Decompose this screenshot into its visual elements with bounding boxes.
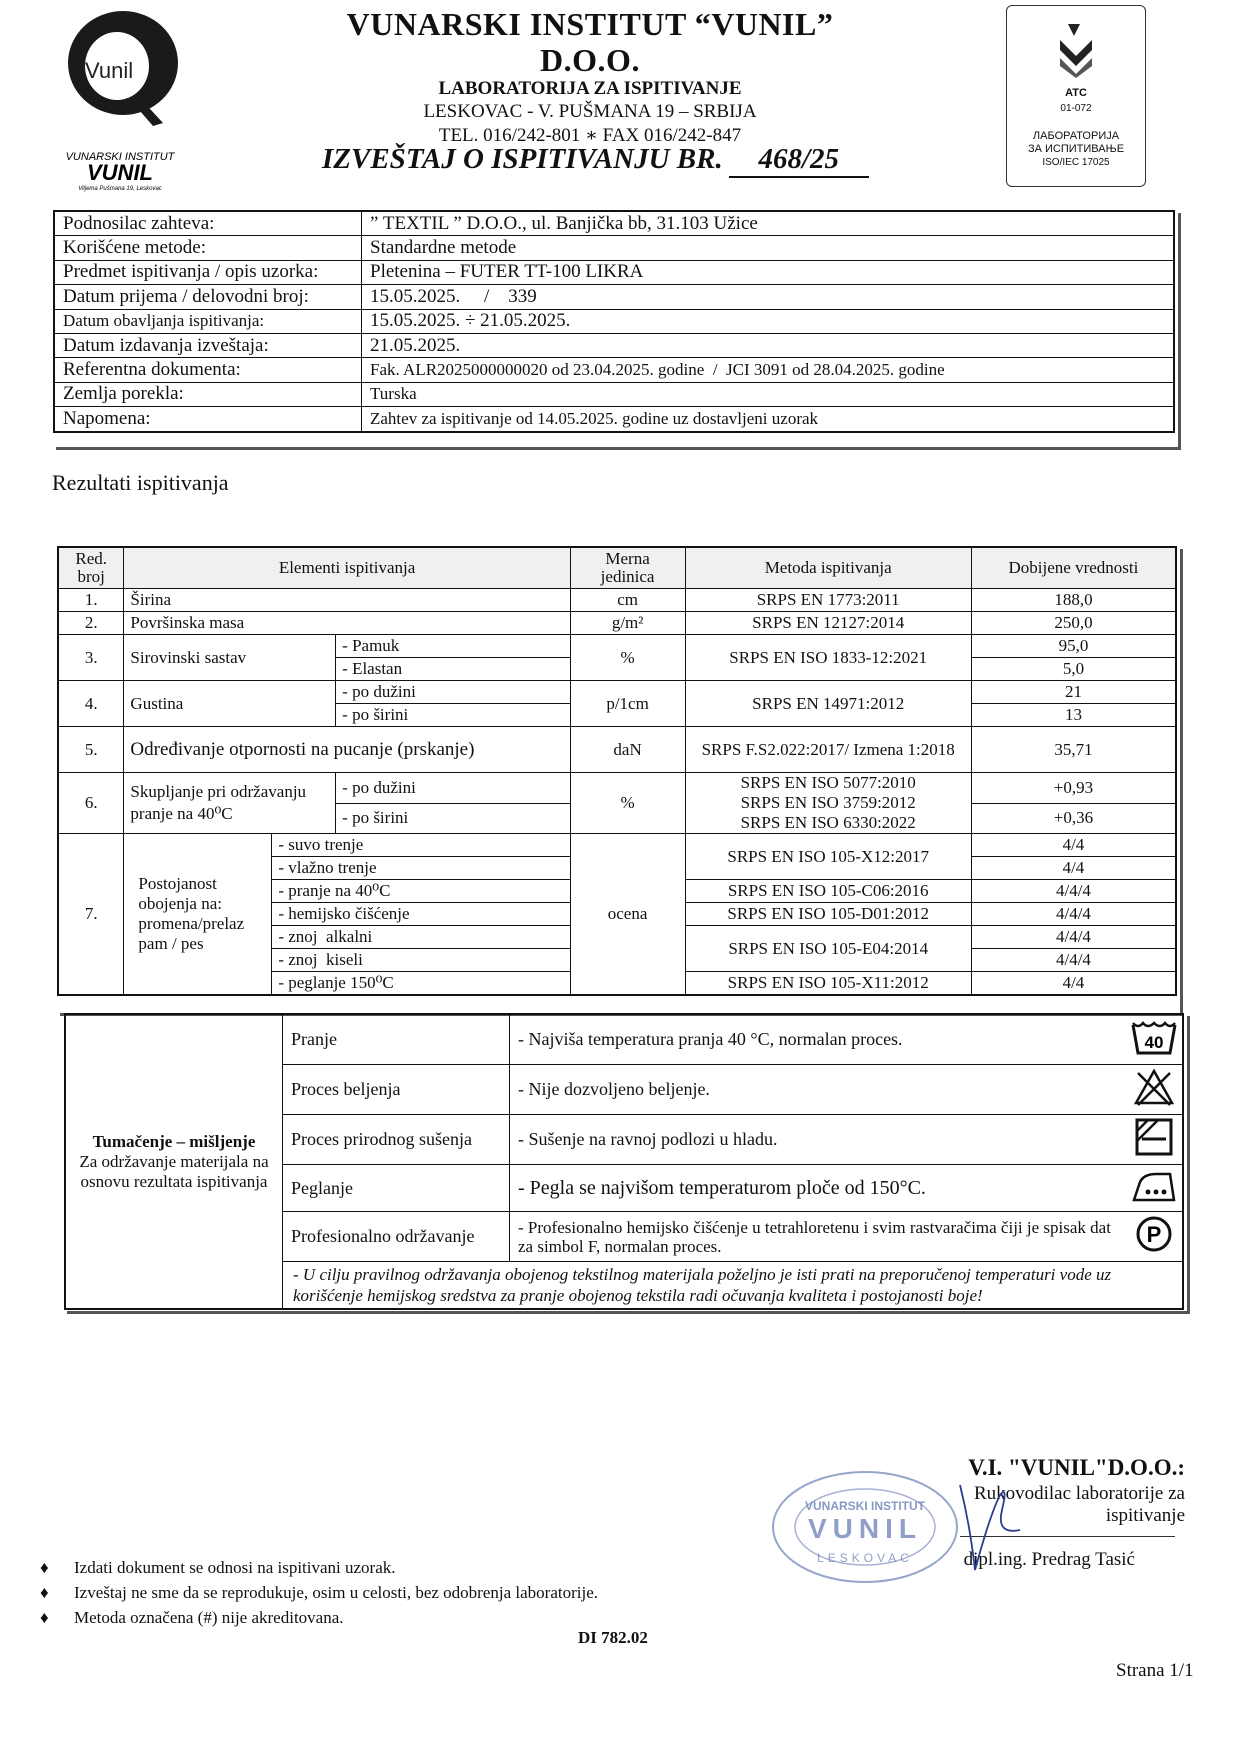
table-row: - vlažno trenje 4/4 xyxy=(58,857,1176,880)
table-row: 4. Gustina - po dužini p/1cm SRPS EN 14971:2012 21 xyxy=(58,681,1176,704)
signature-company: V.I. "VUNIL"D.O.O.: xyxy=(968,1455,1185,1480)
list-item: ♦ Izdati dokument se odnosi na ispitivani uzorak. xyxy=(40,1558,396,1577)
table-row: 2. Površinska masa g/m² SRPS EN 12127:2014 250,0 xyxy=(58,612,1176,635)
accreditation-mark: ATC 01-072 ЛАБОРАТОРИЈА ЗА ИСПИТИВАЊЕ ISO/IEC 17025 xyxy=(1006,5,1146,187)
institute-phone: TEL. 016/242-801 ∗ FAX 016/242-847 xyxy=(438,125,742,146)
table-row: 5. Određivanje otpornosti na pucanje (prskanje) daN SRPS F.S2.022:2017/ Izmena 1:2018 35,71 xyxy=(58,727,1176,773)
footer-notes xyxy=(40,1555,598,1630)
table-row: - znoj alkalni SRPS EN ISO 105-E04:2014 4/4/4 xyxy=(58,926,1176,949)
institute-name: VUNARSKI INSTITUT “VUNIL” D.O.O. xyxy=(346,6,834,78)
table-row: - po širini 13 xyxy=(58,704,1176,727)
results-header-row xyxy=(58,547,1176,589)
info-row: Napomena: Zahtev za ispitivanje od 14.05.2025. godine uz dostavljeni uzorak xyxy=(54,407,1174,432)
institute-header xyxy=(300,6,880,148)
col-method-header: Metoda ispitivanja xyxy=(685,547,971,589)
svg-text:40: 40 xyxy=(1144,1033,1164,1052)
info-row: Datum prijema / delovodni broj: 15.05.2025. / 339 xyxy=(54,285,1174,309)
table-row: - znoj kiseli 4/4/4 xyxy=(58,949,1176,972)
col-unit-header: Merna jedinica xyxy=(570,547,685,589)
professional-cleaning-p-icon xyxy=(1134,1214,1174,1254)
table-row: - hemijsko čišćenje SRPS EN ISO 105-D01:2012 4/4/4 xyxy=(58,903,1176,926)
iron-icon xyxy=(1130,1168,1178,1204)
list-item: ♦ Izveštaj ne sme da se reprodukuje, osim u celosti, bez odobrenja laboratorije. xyxy=(40,1583,598,1602)
table-row: - po širini +0,36 xyxy=(58,803,1176,834)
svg-text:P: P xyxy=(1146,1222,1162,1247)
care-instructions-table xyxy=(64,1013,1184,1310)
table-row: - peglanje 150⁰C SRPS EN ISO 105-X11:2012 4/4 xyxy=(58,972,1176,996)
wash-40-icon xyxy=(1130,1017,1178,1057)
care-row: Profesionalno održavanje - Profesionalno hemijsko čišćenje u tetrahloretenu i svim rastvaračima čiji je spisak dat za simbol F, normalan proces. P xyxy=(65,1212,1183,1262)
info-row: Podnosilac zahteva: ” TEXTIL ” D.O.O., ul. Banjička bb, 31.103 Užice xyxy=(54,211,1174,236)
col-value-header: Dobijene vrednosti xyxy=(971,547,1176,589)
svg-text:VUNARSKI INSTITUT: VUNARSKI INSTITUT xyxy=(65,151,175,163)
document-code: DI 782.02 xyxy=(578,1628,648,1647)
care-row: Tumačenje – mišljenje Za održavanje materijala na osnovu rezultata ispitivanja Pranje - Najviša temperatura pranja 40 °C, normalan proces. 40 xyxy=(65,1014,1183,1065)
info-row: Korišćene metode: Standardne metode xyxy=(54,236,1174,260)
signatory-name: dipl.ing. Predrag Tasić xyxy=(963,1549,1135,1570)
table-row: - pranje na 40⁰C SRPS EN ISO 105-C06:2016 4/4/4 xyxy=(58,880,1176,903)
info-row: Datum izdavanja izveštaja: 21.05.2025. xyxy=(54,333,1174,357)
signature-role: Rukovodilac laboratorije za ispitivanje xyxy=(973,1483,1185,1526)
svg-text:Vunil: Vunil xyxy=(85,58,134,83)
report-number: 468/25 xyxy=(729,143,869,178)
interpretation-label: Tumačenje – mišljenje Za održavanje materijala na osnovu rezultata ispitivanja xyxy=(65,1014,283,1309)
care-row: Proces prirodnog sušenja - Sušenje na ravnoj podlozi u hladu. xyxy=(65,1115,1183,1165)
results-table xyxy=(57,546,1177,996)
care-row: Proces beljenja - Nije dozvoljeno beljenje. xyxy=(65,1065,1183,1115)
table-row: 1. Širina cm SRPS EN 1773:2011 188,0 xyxy=(58,589,1176,612)
lab-name: LABORATORIJA ZA ISPITIVANJE xyxy=(438,78,742,99)
svg-text:VUNARSKI INSTITUT: VUNARSKI INSTITUT xyxy=(805,1499,925,1513)
handwritten-signature xyxy=(930,1475,1050,1585)
table-row: 7. Postojanost obojenja na: promena/prelaz pam / pes - suvo trenje ocena SRPS EN ISO 105-X12:2017 4/4 xyxy=(58,834,1176,857)
table-row: - Elastan 5,0 xyxy=(58,658,1176,681)
results-title: Rezultati ispitivanja xyxy=(52,470,229,495)
no-bleach-icon xyxy=(1132,1067,1176,1107)
col-no-header: Red. broj xyxy=(58,547,124,589)
institute-logo xyxy=(45,8,195,193)
info-row: Zemlja porekla: Turska xyxy=(54,382,1174,406)
institute-address: LESKOVAC - V. PUŠMANA 19 – SRBIJA xyxy=(423,101,757,122)
atc-emblem-icon xyxy=(1046,20,1106,80)
info-row: Predmet ispitivanja / opis uzorka: Pletenina – FUTER TT-100 LIKRA xyxy=(54,260,1174,284)
list-item: ♦ Metoda označena (#) nije akreditovana. xyxy=(40,1608,344,1627)
svg-text:Viljema Pušmana 19, Leskovac: Viljema Pušmana 19, Leskovac xyxy=(78,186,162,192)
page-number: Strana 1/1 xyxy=(1116,1660,1194,1681)
svg-text:VUNIL: VUNIL xyxy=(808,1513,922,1544)
svg-text:LESKOVAC: LESKOVAC xyxy=(817,1551,913,1565)
dry-flat-shade-icon xyxy=(1134,1117,1174,1157)
svg-text:VUNIL: VUNIL xyxy=(87,160,153,185)
table-row: 6. Skupljanje pri održavanju pranje na 40⁰C - po dužini % SRPS EN ISO 5077:2010 SRPS EN ISO 3759:2012 SRPS EN ISO 6330:2022 +0,93 xyxy=(58,773,1176,804)
care-row: Peglanje - Pegla se najvišom temperaturom ploče od 150°C. xyxy=(65,1165,1183,1212)
table-row: 3. Sirovinski sastav - Pamuk % SRPS EN ISO 1833-12:2021 95,0 xyxy=(58,635,1176,658)
info-row: Referentna dokumenta: Fak. ALR2025000000020 od 23.04.2025. godine / JCI 3091 od 28.04.2025. godine xyxy=(54,358,1174,382)
info-row: Datum obavljanja ispitivanja: 15.05.2025. ÷ 21.05.2025. xyxy=(54,309,1174,333)
care-note: - U cilju pravilnog održavanja obojenog tekstilnog materijala poželjno je isti prati na preporučenoj temperaturi vode uz korišćenje hemijskog sredstva za pranje obojenog tekstila radi očuvanja kvaliteta i postojanosti boje! xyxy=(283,1262,1184,1310)
col-element-header: Elementi ispitivanja xyxy=(124,547,570,589)
request-info-table xyxy=(53,210,1175,433)
report-title: IZVEŠTAJ O ISPITIVANJU BR. 468/25 xyxy=(322,143,869,178)
